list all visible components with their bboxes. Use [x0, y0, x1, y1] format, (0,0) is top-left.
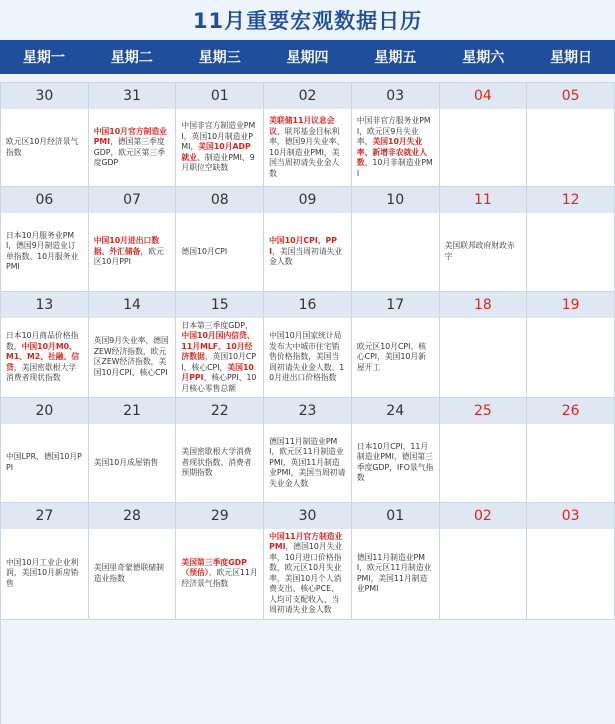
- calendar-day-cell: [176, 292, 264, 399]
- calendar-day-cell: [440, 503, 528, 620]
- day-events: [440, 529, 527, 619]
- day-events: [440, 424, 527, 501]
- calendar-day-cell: [176, 398, 264, 502]
- day-number: 17: [352, 292, 439, 318]
- event-highlight: 美联储11月议息会议: [269, 116, 335, 136]
- day-events: [264, 424, 351, 501]
- day-number: 08: [176, 187, 263, 213]
- day-number: 03: [352, 83, 439, 109]
- day-events: [1, 109, 88, 186]
- weekday-sat: 星期六: [462, 50, 505, 66]
- day-number: 16: [264, 292, 351, 318]
- day-events: [89, 529, 176, 619]
- event-highlight: 中国10月进出口数据、外汇储备: [93, 236, 160, 256]
- day-number: 27: [1, 503, 88, 529]
- weekday-fri: 星期五: [374, 50, 417, 66]
- event-text: 、制造业PMI、9月职位空缺数: [181, 152, 255, 173]
- event-text: 美国密歇根大学消费者现状指数、消费者预期指数: [181, 447, 252, 478]
- calendar-day-cell: [264, 503, 352, 620]
- event-highlight: 中国11月官方制造业PMI: [269, 531, 343, 552]
- event-text: 美国联邦政府财政赤字: [444, 241, 515, 261]
- event-text: 欧元区10月CPI、核心CPI，美国10月新屋开工: [356, 341, 426, 372]
- day-number: 12: [527, 187, 614, 213]
- day-number: 28: [89, 503, 176, 529]
- day-number: 13: [1, 292, 88, 318]
- weekday-wed: 星期三: [198, 50, 241, 66]
- event-highlight: 美国10月失业率、新增非农就业人数: [356, 137, 428, 168]
- calendar-day-cell: [89, 398, 177, 502]
- day-events: [352, 318, 439, 398]
- calendar-day-cell: [352, 292, 440, 399]
- calendar-day-cell: [352, 83, 440, 187]
- calendar-day-cell: [440, 292, 528, 399]
- day-number: 01: [352, 503, 439, 529]
- day-events: [527, 109, 614, 186]
- calendar-day-cell: [440, 398, 528, 502]
- day-number: 26: [527, 398, 614, 424]
- calendar-day-cell: [352, 187, 440, 291]
- event-text: 美国里奇蒙德联储制造业指数: [93, 563, 164, 583]
- day-events: [527, 213, 614, 290]
- page-title: 11月重要宏观数据日历: [192, 9, 423, 33]
- event-text: ，美国当周初请失业金人数: [269, 246, 343, 267]
- day-number: 18: [440, 292, 527, 318]
- event-text: 日本10月商品价格指数，: [6, 331, 79, 351]
- calendar-day-cell: [1, 83, 89, 187]
- day-number: 30: [1, 83, 88, 109]
- day-events: [352, 213, 439, 290]
- day-number: 19: [527, 292, 614, 318]
- event-text: ，德国10月失业率，10月进口价格指数，欧元区10月失业率，美国10月个人消费支出、核心PCE、人均可支配收入、当周初请失业金人数: [269, 542, 343, 615]
- event-text: 日本10月CPI、11月制造业PMI，德国第三季度GDP，IFO景气指数: [356, 441, 434, 483]
- day-events: [89, 213, 176, 290]
- event-highlight: 美国10月ADP就业: [181, 142, 251, 162]
- event-text: 欧元区10月经济景气指数: [6, 137, 79, 157]
- event-text: 英国9月失业率，德国ZEW经济指数，欧元区ZEW经济指数，美国10月CPI、核心CPI: [93, 336, 169, 377]
- calendar-day-cell: [89, 187, 177, 291]
- day-events: [176, 109, 263, 186]
- calendar-day-cell: [264, 83, 352, 187]
- event-highlight: 美国10月PPI: [181, 362, 254, 383]
- day-events: [264, 318, 351, 398]
- calendar-day-cell: [527, 187, 615, 291]
- weekday-mon: 星期一: [22, 50, 65, 66]
- day-events: [1, 529, 88, 619]
- calendar-day-cell: [264, 292, 352, 399]
- calendar-day-cell: [440, 187, 528, 291]
- day-events: [176, 529, 263, 619]
- calendar-day-cell: [527, 398, 615, 502]
- event-text: 、核心PPI、10月核心零售总额: [181, 373, 257, 393]
- day-events: [264, 529, 351, 619]
- calendar-day-cell: [176, 187, 264, 291]
- event-text: 中国非官方服务业PMI，欧元区9月失业率，: [356, 116, 431, 147]
- event-text: 日本10月服务业PMI，德国9月制造业订单指数、10月服务业PMI: [6, 230, 79, 272]
- day-events: [527, 424, 614, 501]
- day-events: [352, 529, 439, 619]
- calendar-day-cell: [527, 503, 615, 620]
- calendar-day-cell: [527, 292, 615, 399]
- event-text: 中国10月工业企业利润，美国10月新房销售: [6, 557, 79, 588]
- day-number: 02: [264, 83, 351, 109]
- day-number: 02: [440, 503, 527, 529]
- calendar-grid: [0, 82, 615, 724]
- event-text: ，欧元区10月PPI: [93, 246, 164, 267]
- event-highlight: 中国10月国内信贷、11月MLF、10月经济数据: [181, 331, 255, 362]
- event-text: 德国10月CPI: [181, 246, 228, 256]
- day-events: [176, 424, 263, 501]
- calendar-day-cell: [527, 83, 615, 187]
- day-events: [1, 424, 88, 501]
- day-number: 31: [89, 83, 176, 109]
- calendar-day-cell: [1, 398, 89, 502]
- event-text: 中国10月国家统计局发布大中城市住宅销售价格指数，美国当周初请失业金人数、10月进出口价格指数: [269, 331, 345, 383]
- calendar-day-cell: [352, 503, 440, 620]
- event-text: ，欧元区11月经济景气指数: [181, 568, 258, 588]
- day-events: [527, 318, 614, 398]
- day-number: 05: [527, 83, 614, 109]
- day-number: 07: [89, 187, 176, 213]
- event-highlight: 美国第三季度GDP（预估）: [181, 557, 247, 578]
- event-text: ，德国第三季度GDP，欧元区第三季度GDP: [93, 137, 166, 168]
- day-events: [527, 529, 614, 619]
- calendar-day-cell: [1, 187, 89, 291]
- day-number: 15: [176, 292, 263, 318]
- day-number: 11: [440, 187, 527, 213]
- day-events: [264, 213, 351, 290]
- day-events: [264, 109, 351, 186]
- calendar-day-cell: [1, 292, 89, 399]
- calendar-day-cell: [176, 503, 264, 620]
- day-number: 29: [176, 503, 263, 529]
- weekday-header: [0, 40, 615, 74]
- day-number: 09: [264, 187, 351, 213]
- day-events: [352, 109, 439, 186]
- event-text: 、联邦基金目标利率，德国9月失业率、10月制造业PMI，美国当周初请失业金人数: [269, 126, 345, 178]
- day-events: [440, 213, 527, 290]
- day-number: 25: [440, 398, 527, 424]
- day-number: 04: [440, 83, 527, 109]
- event-text: 日本第三季度GDP，: [181, 320, 253, 330]
- calendar-day-cell: [1, 503, 89, 620]
- day-events: [89, 424, 176, 501]
- event-text: 、10月非制造业PMI: [356, 158, 433, 178]
- calendar-day-cell: [264, 187, 352, 291]
- day-events: [440, 109, 527, 186]
- event-text: 中国非官方制造业PMI，英国10月制造业PMI，: [181, 121, 256, 152]
- calendar-day-cell: [440, 83, 528, 187]
- day-number: 10: [352, 187, 439, 213]
- calendar-day-cell: [89, 292, 177, 399]
- event-text: 德国11月制造业PMI，欧元区11月制造业PMI，美国11月制造业PMI: [356, 552, 432, 594]
- calendar-day-cell: [176, 83, 264, 187]
- day-events: [352, 424, 439, 501]
- event-text: ，美国密歇根大学消费者现状指数: [6, 362, 77, 383]
- weekday-sun: 星期日: [550, 50, 593, 66]
- event-text: 德国11月制造业PMI，欧元区11月制造业PMI，英国11月制造业PMI，美国当周初请失业金人数: [269, 436, 346, 488]
- day-number: 14: [89, 292, 176, 318]
- day-number: 30: [264, 503, 351, 529]
- event-highlight: 中国10月官方制造业PMI: [93, 126, 167, 147]
- day-number: 23: [264, 398, 351, 424]
- day-events: [1, 213, 88, 290]
- event-highlight: 中国10月CPI、PPI: [269, 236, 337, 256]
- day-number: 21: [89, 398, 176, 424]
- day-number: 03: [527, 503, 614, 529]
- event-highlight: 中国10月M0、M1、M2、社融、信贷: [6, 341, 80, 372]
- day-number: 06: [1, 187, 88, 213]
- day-number: 20: [1, 398, 88, 424]
- day-number: 01: [176, 83, 263, 109]
- event-text: ，英国10月CPI，核心CPI，: [181, 352, 257, 372]
- day-events: [89, 318, 176, 398]
- day-events: [1, 318, 88, 398]
- weekday-tue: 星期二: [110, 50, 153, 66]
- calendar-day-cell: [264, 398, 352, 502]
- day-number: 24: [352, 398, 439, 424]
- day-events: [89, 109, 176, 186]
- day-events: [440, 318, 527, 398]
- calendar-day-cell: [89, 83, 177, 187]
- weekday-thu: 星期四: [286, 50, 329, 66]
- calendar-day-cell: [89, 503, 177, 620]
- day-events: [176, 318, 263, 398]
- calendar-day-cell: [352, 398, 440, 502]
- event-text: 美国10月成屋销售: [93, 457, 159, 467]
- day-number: 22: [176, 398, 263, 424]
- day-events: [176, 213, 263, 290]
- event-text: 中国LPR，德国10月PPI: [6, 452, 82, 472]
